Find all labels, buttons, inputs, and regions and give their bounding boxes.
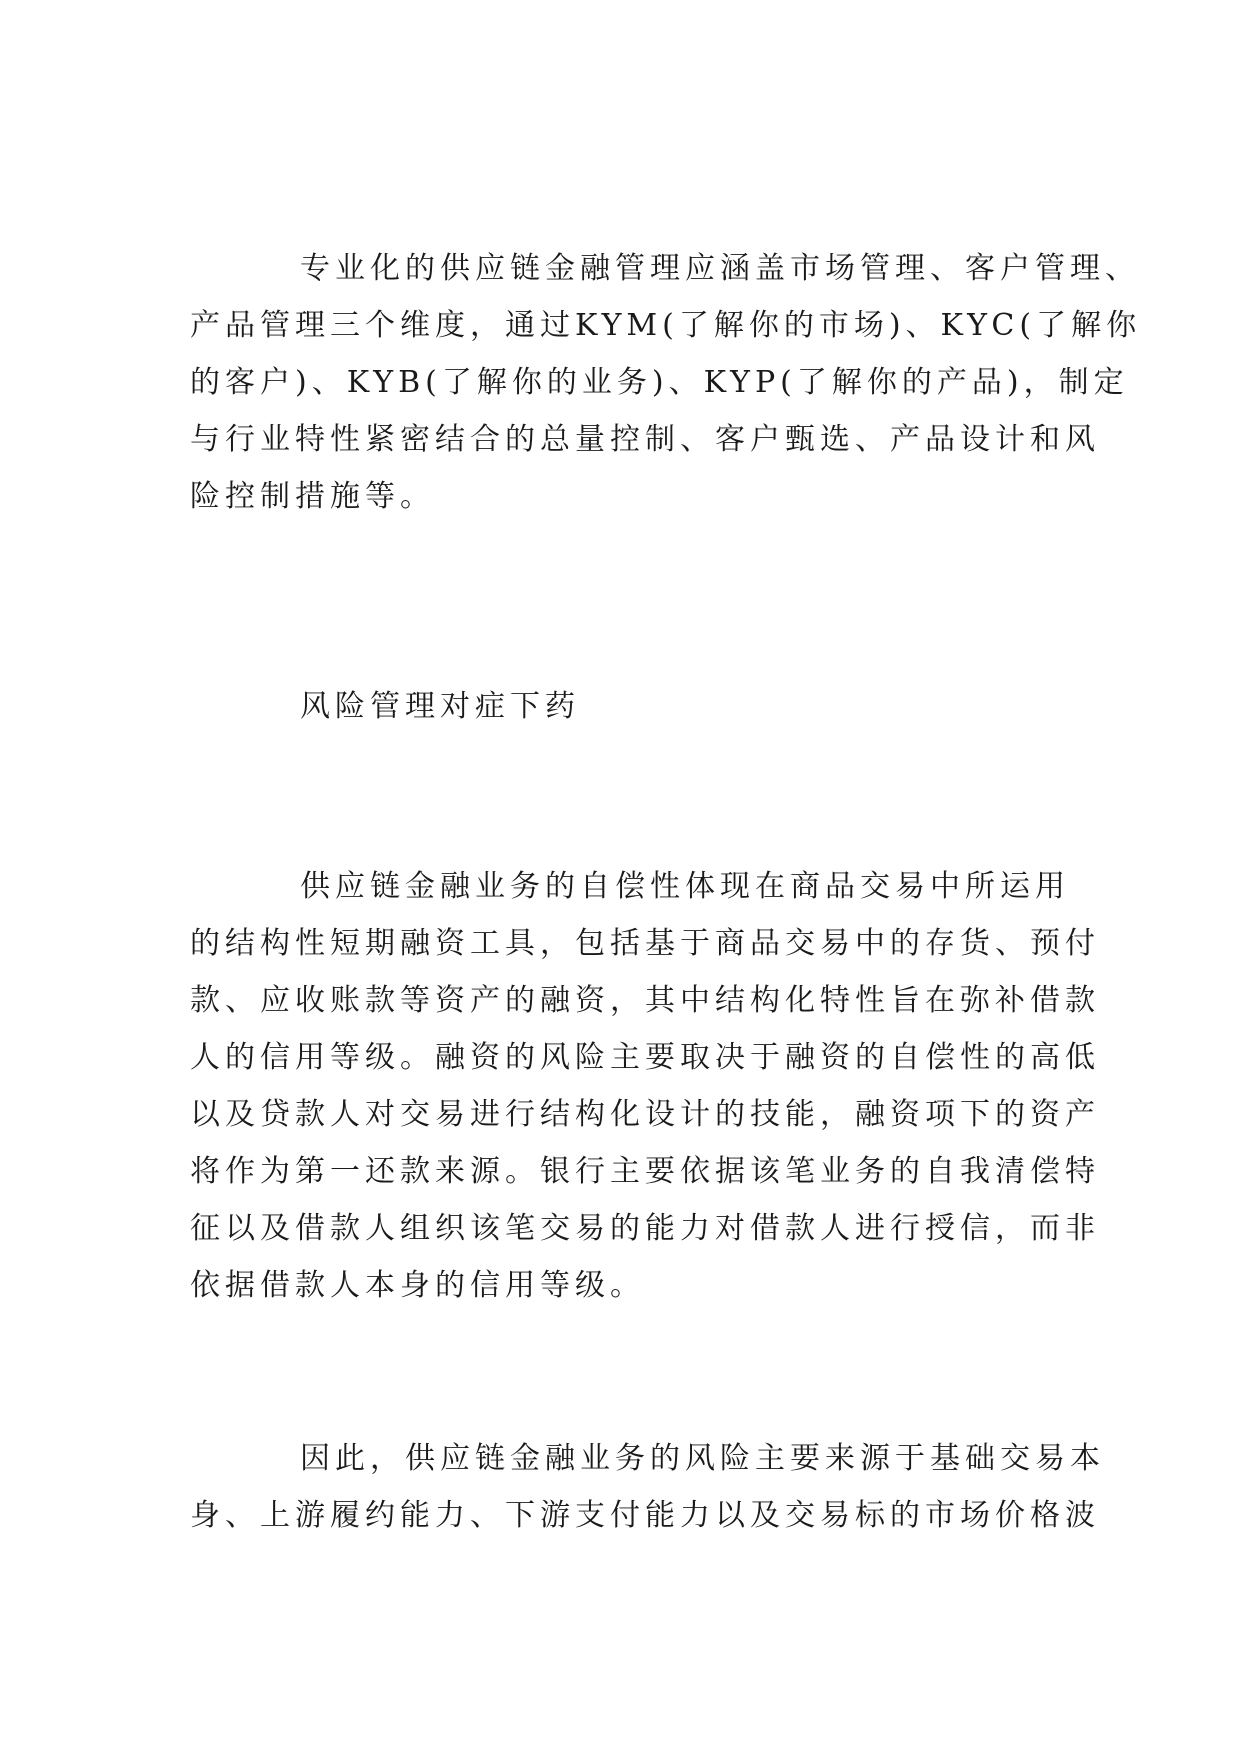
paragraph-1-line-3: 的客户)、KYB(了解你的业务)、KYP(了解你的产品)，制定 (190, 365, 1129, 400)
paragraph-2-line-8: 依据借款人本身的信用等级。 (190, 1268, 645, 1303)
paragraph-2-line-6: 将作为第一还款来源。银行主要依据该笔业务的自我清偿特 (190, 1154, 1100, 1189)
paragraph-1-line-5: 险控制措施等。 (190, 479, 435, 514)
paragraph-1-line-4: 与行业特性紧密结合的总量控制、客户甄选、产品设计和风 (190, 422, 1100, 457)
paragraph-2-line-5: 以及贷款人对交易进行结构化设计的技能，融资项下的资产 (190, 1097, 1100, 1132)
paragraph-3-line-2: 身、上游履约能力、下游支付能力以及交易标的市场价格波 (190, 1498, 1100, 1533)
paragraph-2-line-4: 人的信用等级。融资的风险主要取决于融资的自偿性的高低 (190, 1040, 1100, 1075)
paragraph-1-line-2: 产品管理三个维度，通过KYM(了解你的市场)、KYC(了解你 (190, 308, 1142, 343)
paragraph-2-line-1: 供应链金融业务的自偿性体现在商品交易中所运用 (300, 869, 1070, 904)
paragraph-2-line-2: 的结构性短期融资工具，包括基于商品交易中的存货、预付 (190, 926, 1100, 961)
paragraph-1-line-1: 专业化的供应链金融管理应涵盖市场管理、客户管理、 (300, 251, 1140, 286)
paragraph-3-line-1: 因此，供应链金融业务的风险主要来源于基础交易本 (300, 1441, 1105, 1476)
paragraph-2-line-7: 征以及借款人组织该笔交易的能力对借款人进行授信，而非 (190, 1211, 1100, 1246)
section-heading: 风险管理对症下药 (300, 689, 580, 724)
paragraph-2-line-3: 款、应收账款等资产的融资，其中结构化特性旨在弥补借款 (190, 983, 1100, 1018)
